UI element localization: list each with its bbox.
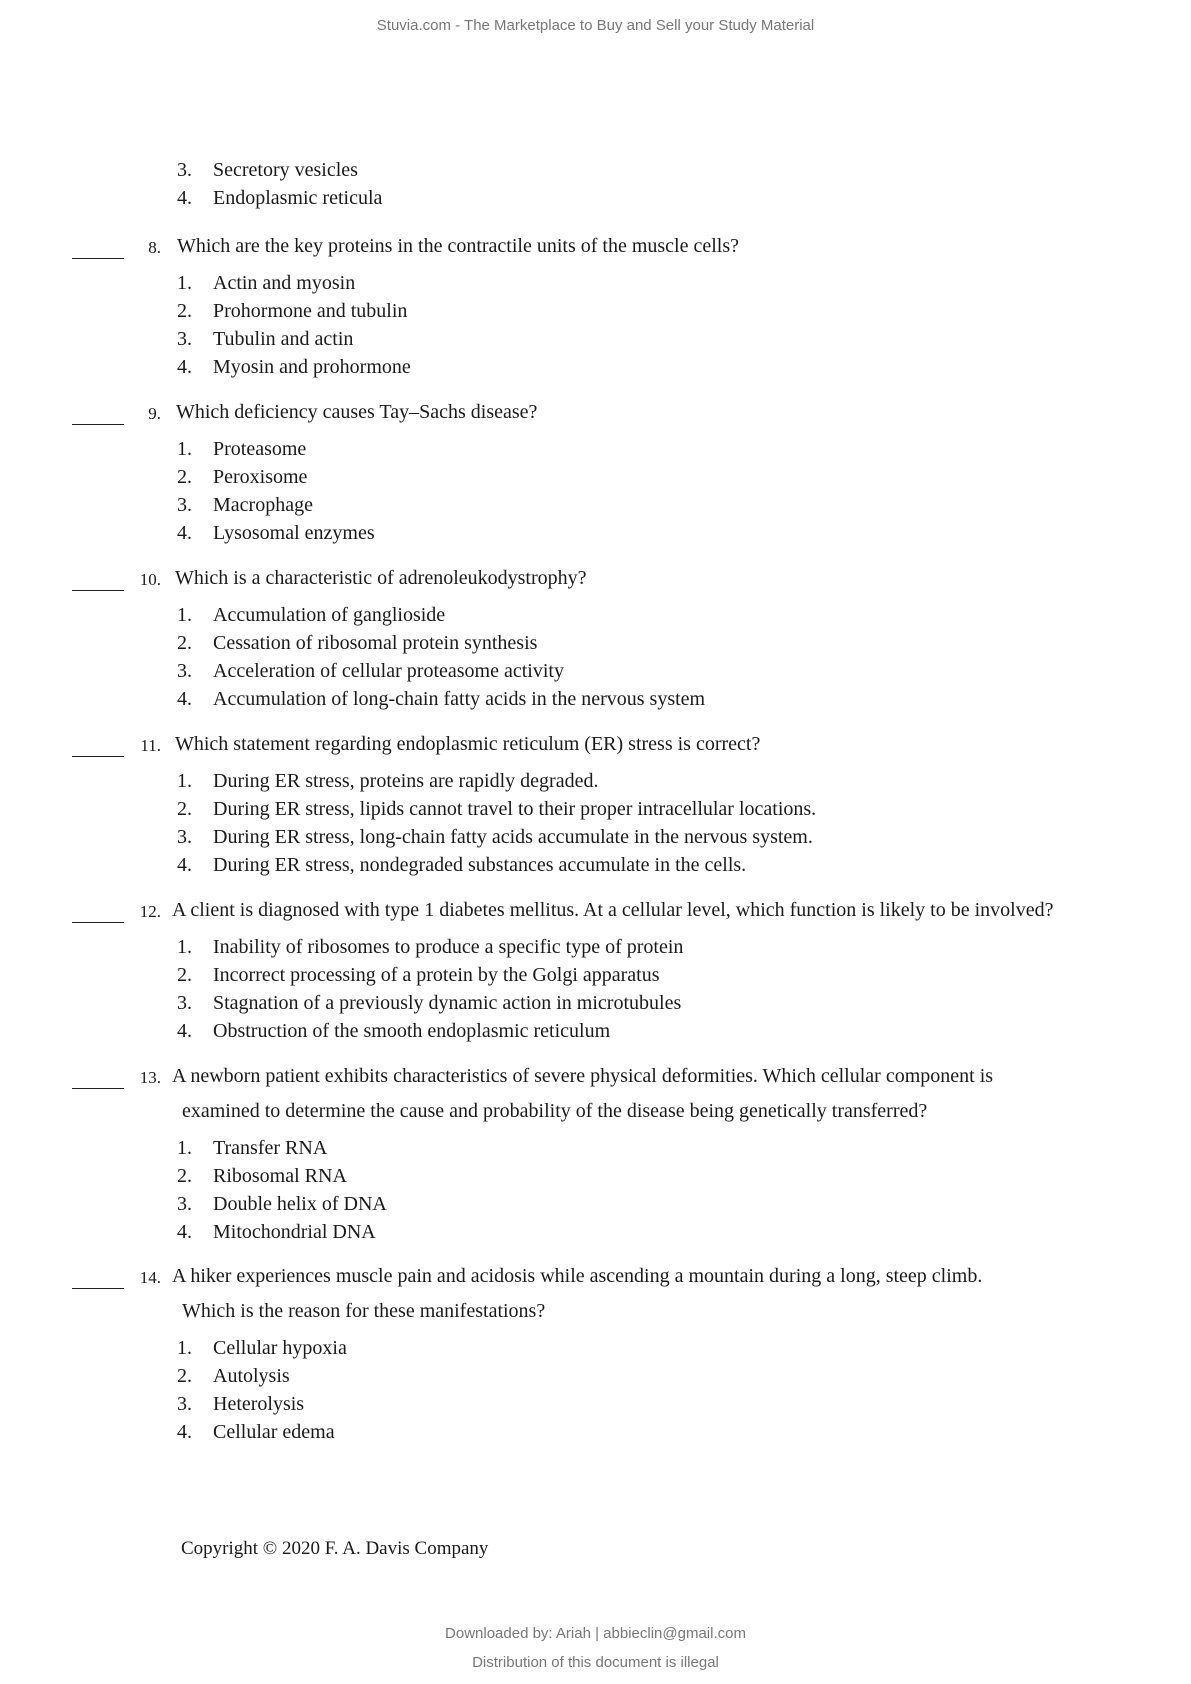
option-text: Transfer RNA [213, 1137, 328, 1159]
option-number: 1. [177, 770, 192, 792]
option-text: Acceleration of cellular proteasome activity [213, 660, 564, 682]
option-text: During ER stress, proteins are rapidly degraded. [213, 770, 599, 792]
question-number: 11. [140, 736, 161, 755]
option-text: Prohormone and tubulin [213, 300, 408, 322]
question-number: 12. [139, 902, 161, 921]
question-number: 8. [148, 238, 161, 257]
option-number: 1. [177, 438, 192, 460]
option-number: 4. [177, 688, 192, 710]
option-text: Double helix of DNA [213, 1193, 387, 1215]
answer-blank[interactable] [72, 258, 124, 259]
option-text: Heterolysis [213, 1393, 305, 1415]
question-text: Which are the key proteins in the contractile units of the muscle cells? [177, 235, 740, 257]
option-text: Endoplasmic reticula [213, 187, 383, 209]
question-number: 10. [139, 570, 161, 589]
option-number: 2. [177, 1365, 192, 1387]
question-text-continued: Which is the reason for these manifestations? [182, 1300, 546, 1322]
answer-blank[interactable] [72, 922, 124, 923]
option-number: 3. [177, 1193, 192, 1215]
option-text: Accumulation of ganglioside [213, 604, 446, 626]
option-number: 3. [177, 159, 192, 181]
option-number: 4. [177, 187, 192, 209]
option-number: 1. [177, 272, 192, 294]
option-text: Cellular edema [213, 1421, 335, 1443]
option-text: During ER stress, nondegraded substances accumulate in the cells. [213, 854, 747, 876]
option-number: 3. [177, 328, 192, 350]
option-number: 3. [177, 660, 192, 682]
option-number: 2. [177, 1165, 192, 1187]
option-text: Cessation of ribosomal protein synthesis [213, 632, 538, 654]
option-text: Secretory vesicles [213, 159, 358, 181]
option-text: Peroxisome [213, 466, 308, 488]
question-text: Which deficiency causes Tay–Sachs disease? [176, 401, 538, 423]
question-text: Which is a characteristic of adrenoleukodystrophy? [175, 567, 587, 589]
question-text: Which statement regarding endoplasmic reticulum (ER) stress is correct? [175, 733, 761, 755]
option-number: 3. [177, 826, 192, 848]
answer-blank[interactable] [72, 590, 124, 591]
option-text: Autolysis [213, 1365, 290, 1387]
question-number: 13. [139, 1068, 161, 1087]
option-number: 1. [177, 1337, 192, 1359]
question-text: A newborn patient exhibits characteristics of severe physical deformities. Which cellular component is [172, 1065, 994, 1087]
option-number: 2. [177, 632, 192, 654]
option-number: 1. [177, 604, 192, 626]
download-notice: Downloaded by: Ariah | abbieclin@gmail.com [445, 1625, 746, 1642]
option-text: Proteasome [213, 438, 307, 460]
option-number: 1. [177, 936, 192, 958]
option-number: 4. [177, 1421, 192, 1443]
option-number: 2. [177, 798, 192, 820]
option-text: Stagnation of a previously dynamic action in microtubules [213, 992, 682, 1014]
copyright-notice: Copyright © 2020 F. A. Davis Company [181, 1538, 489, 1559]
question-number: 14. [139, 1268, 161, 1287]
question-text: A hiker experiences muscle pain and acidosis while ascending a mountain during a long, steep climb. [172, 1265, 983, 1287]
answer-blank[interactable] [72, 1088, 124, 1089]
option-number: 2. [177, 466, 192, 488]
option-text: Obstruction of the smooth endoplasmic reticulum [213, 1020, 611, 1042]
option-text: Ribosomal RNA [213, 1165, 347, 1187]
answer-blank[interactable] [72, 1288, 124, 1289]
option-number: 3. [177, 992, 192, 1014]
question-number: 9. [148, 404, 161, 423]
option-text: During ER stress, lipids cannot travel to their proper intracellular locations. [213, 798, 817, 820]
answer-blank[interactable] [72, 424, 124, 425]
option-number: 2. [177, 300, 192, 322]
question-text: A client is diagnosed with type 1 diabetes mellitus. At a cellular level, which function is likely to be involved? [172, 899, 1054, 921]
option-number: 4. [177, 1221, 192, 1243]
option-number: 4. [177, 854, 192, 876]
option-number: 3. [177, 1393, 192, 1415]
site-header: Stuvia.com - The Marketplace to Buy and Sell your Study Material [376, 17, 815, 34]
option-text: Mitochondrial DNA [213, 1221, 376, 1243]
option-text: Accumulation of long-chain fatty acids in the nervous system [213, 688, 706, 710]
option-number: 2. [177, 964, 192, 986]
answer-blank[interactable] [72, 756, 124, 757]
option-text: Actin and myosin [213, 272, 356, 294]
option-text: Lysosomal enzymes [213, 522, 375, 544]
option-text: Inability of ribosomes to produce a specific type of protein [213, 936, 684, 958]
option-text: During ER stress, long-chain fatty acids accumulate in the nervous system. [213, 826, 813, 848]
option-number: 4. [177, 1020, 192, 1042]
option-number: 4. [177, 522, 192, 544]
option-text: Myosin and prohormone [213, 356, 411, 378]
option-text: Incorrect processing of a protein by the Golgi apparatus [213, 964, 660, 986]
option-text: Macrophage [213, 494, 313, 516]
question-text-continued: examined to determine the cause and probability of the disease being genetically transferred? [182, 1100, 928, 1122]
option-text: Tubulin and actin [213, 328, 354, 350]
option-number: 4. [177, 356, 192, 378]
option-number: 3. [177, 494, 192, 516]
option-text: Cellular hypoxia [213, 1337, 347, 1359]
distribution-notice: Distribution of this document is illegal [472, 1654, 719, 1671]
option-number: 1. [177, 1137, 192, 1159]
